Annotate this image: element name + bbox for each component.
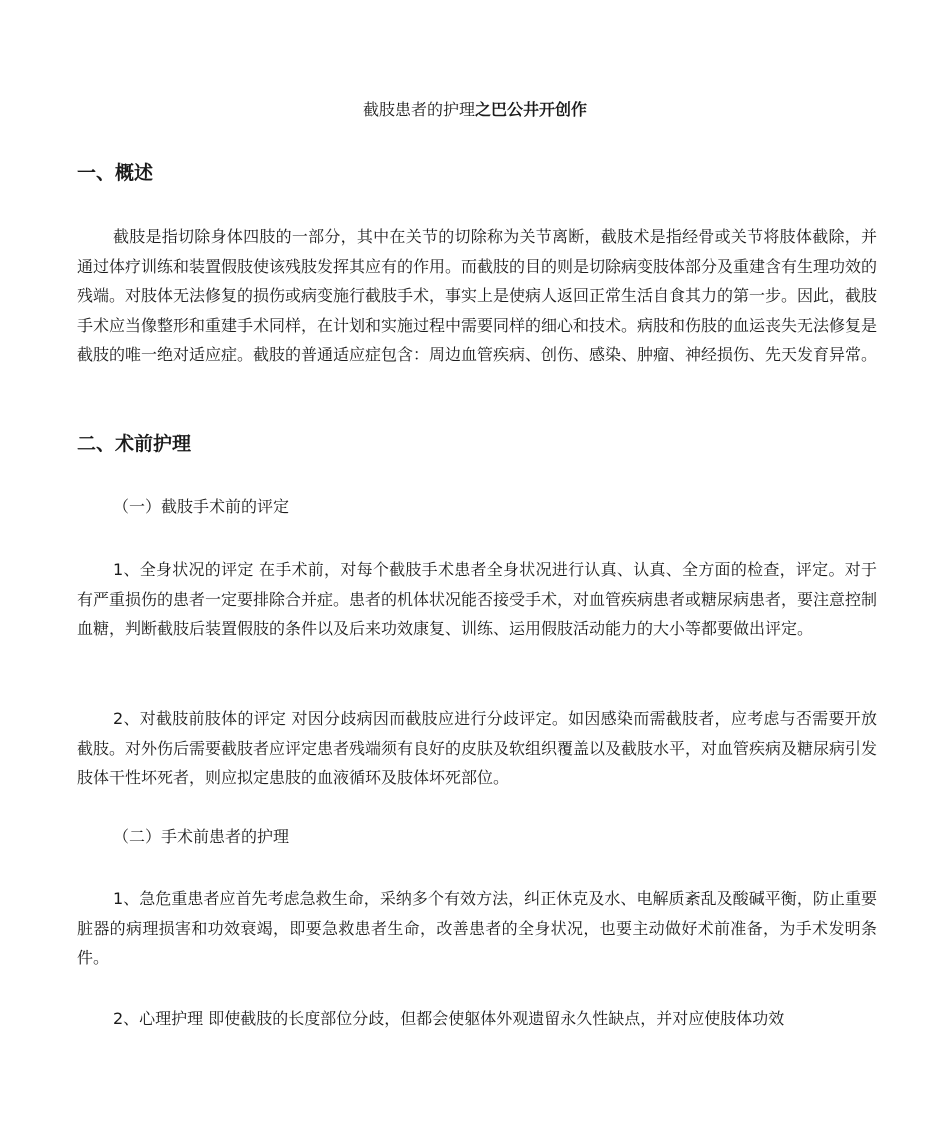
document-title <box>0 98 950 122</box>
subsection-heading-preop-care: （二）手术前患者的护理 <box>113 827 290 846</box>
evaluation-paragraph-2: 2、对截肢前肢体的评定 对因分歧病因而截肢应进行分歧评定。如因感染而需截肢者，应考虑与否需要开放截肢。对外伤后需要截肢者应评定患者残端须有良好的皮肤及软组织覆盖以及截肢水平，对血管疾病及糖尿病引发肢体干性坏死者，则应拟定患肢的血液循环及肢体坏死部位。 <box>77 709 878 787</box>
section-heading-overview: 一、概述 <box>77 162 154 184</box>
overview-paragraph: 截肢是指切除身体四肢的一部分，其中在关节的切除称为关节离断，截肢术是指经骨或关节将肢体截除，并通过体疗训练和装置假肢使该残肢发挥其应有的作用。而截肢的目的则是切除病变肢体部分及重建含有生理功效的残端。对肢体无法修复的损伤或病变施行截肢手术，事实上是使病人返回正常生活自食其力的第一步。因此，截肢手术应当像整形和重建手术同样，在计划和实施过程中需要同样的细心和技术。病肢和伤肢的血运丧失无法修复是截肢的唯一绝对适应症。截肢的普通适应症包含：周边血管疾病、创伤、感染、肿瘤、神经损伤、先天发育异常。 <box>77 227 878 364</box>
section-heading-preop: 二、术前护理 <box>77 433 192 455</box>
title-text: 截肢患者的护理 <box>362 100 475 119</box>
evaluation-paragraph-1: 1、全身状况的评定 在手术前，对每个截肢手术患者全身状况进行认真、认真、全方面的检查，评定。对于有严重损伤的患者一定要排除合并症。患者的机体状况能否接受手术，对血管疾病患者或糖尿病患者，要注意控制血糖，判断截肢后装置假肢的条件以及后来功效康复、训练、运用假肢活动能力的大小等都要做出评定。 <box>77 560 878 638</box>
title-author-text: 之巴公井开创作 <box>475 100 588 119</box>
preop-care-paragraph-1: 1、急危重患者应首先考虑急救生命，采纳多个有效方法，纠正休克及水、电解质紊乱及酸碱平衡，防止重要脏器的病理损害和功效衰竭，即要急救患者生命，改善患者的全身状况，也要主动做好术前准备，为手术发明条件。 <box>77 889 877 967</box>
preop-care-paragraph-2: 2、心理护理 即使截肢的长度部位分歧，但都会使躯体外观遗留永久性缺点，并对应使肢体功效 <box>113 1009 785 1028</box>
subsection-heading-evaluation: （一）截肢手术前的评定 <box>113 497 290 516</box>
